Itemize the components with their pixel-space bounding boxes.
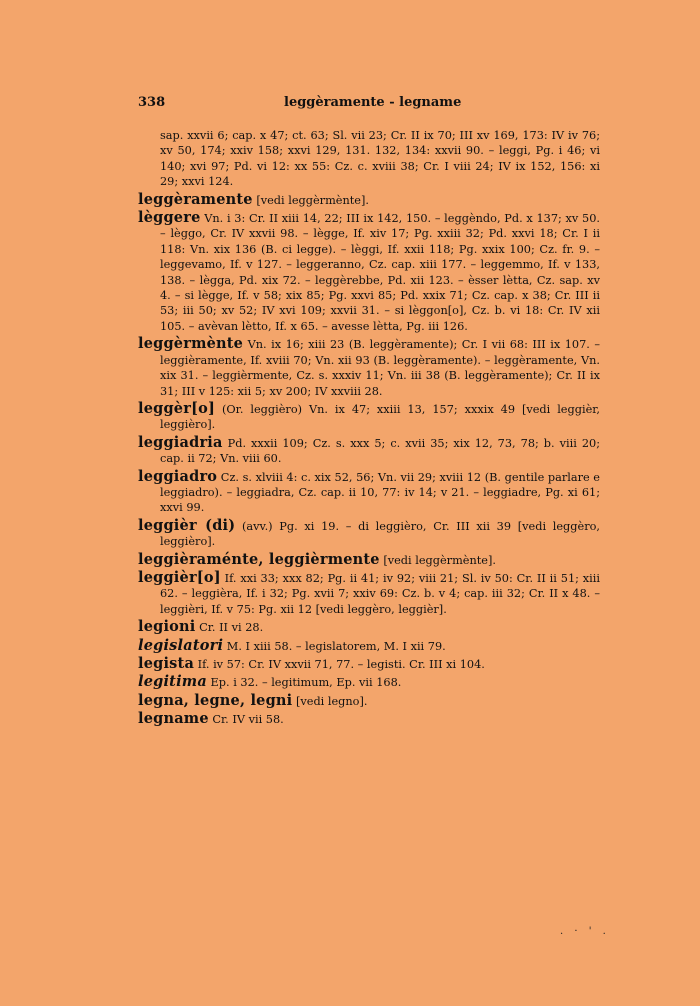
- entry-leggiadro: [138, 469, 600, 516]
- entry-leggieramente: [138, 552, 600, 568]
- page-header: [138, 95, 598, 111]
- entry-legista: [138, 656, 600, 672]
- entry-leggier-di: [138, 518, 600, 550]
- entry-text: sap. xxvii 6; cap. x 47; ct. 63; Sl. vii 23; Cr. II ix 70; III xv 169, 173: IV iv 76; xv 50, 174; xxiv 158; xxvi 129, 131. 132, 134: xxvii 90. – leggi, Pg. i 46; vi 140; xvi 97; Pd. vi 12: xx 55: Cz. c. xviii 38; Cr. I viii 24; IV ix 152, 156: xi 29; xxvi 124.: [160, 129, 600, 189]
- entry-continuation: [138, 128, 600, 190]
- entry-headword: leggièraménte, leggièrmente: [138, 550, 380, 568]
- entry-headword: leggiadria: [138, 433, 223, 451]
- entry-text: Vn. ix 16; xiii 23 (B. leggèramente); Cr. I vii 68: III ix 107. – leggièramente, If. xviii 70; Vn. xii 93 (B. leggèramente). – leggèramente, Vn. xix 31. – leggièrmente, Cz. s. xxxiv 11; Vn. iii 38 (B. leggèramente); Cr. II ix 31; III v 125: xii 5; xv 200; IV xxviii 28.: [160, 338, 600, 398]
- running-title: leggèramente - legname: [284, 95, 462, 110]
- entry-leggere: [138, 210, 600, 334]
- page-number: 338: [138, 95, 166, 110]
- print-speckles: . · ' .: [560, 926, 610, 937]
- entry-text: (Or. leggièro) Vn. ix 47; xxiii 13, 157; xxxix 49 [vedi leggièr, leggièro].: [160, 402, 601, 432]
- entry-leggeramente: [138, 192, 600, 208]
- entry-text: Cz. s. xlviii 4: c. xix 52, 56; Vn. vii 29; xviii 12 (B. gentile parlare e leggiadro). – leggiadra, Cz. cap. ii 10, 77: iv 14; v 21. – leggiadre, Pg. xi 61; xxvi 99.: [160, 470, 600, 515]
- entry-text: [vedi leggèrmènte].: [383, 553, 496, 567]
- entry-leggiadria: [138, 435, 600, 467]
- entry-text: M. I xiii 58. – legislatorem, M. I xii 79.: [226, 639, 446, 653]
- entry-headword: legista: [138, 655, 195, 672]
- entry-text: (avv.) Pg. xi 19. – di leggièro, Cr. III xii 39 [vedi leggèro, leggièro].: [160, 519, 601, 549]
- entry-text: Cr. II vi 28.: [199, 621, 264, 635]
- entry-headword: leggèramente: [138, 190, 253, 208]
- entry-text: [vedi leggèrmènte].: [256, 193, 369, 207]
- entry-headword: leggièr[o]: [138, 568, 221, 586]
- entry-legioni: [138, 619, 600, 635]
- entry-headword: leggiadro: [138, 467, 218, 485]
- entry-headword: legname: [138, 710, 209, 728]
- entry-leggiero: [138, 570, 600, 617]
- entry-text: If. iv 57: Cr. IV xxvii 71, 77. – legisti. Cr. III xi 104.: [197, 658, 485, 671]
- entry-legitima: [138, 674, 600, 690]
- dictionary-entries: [138, 128, 600, 730]
- entry-headword: leggèrmènte: [138, 335, 244, 353]
- entry-text: If. xxi 33; xxx 82; Pg. ii 41; iv 92; viii 21; Sl. iv 50: Cr. II ii 51; xiii 62. – leggièra, If. i 32; Pg. xvii 7; xxiv 69: Cz. b. v 4; cap. iii 32; Cr. II x 48. – leggièri, If. v 75: Pg. xii 12 [vedi leggèro, leggièr].: [160, 571, 600, 616]
- entry-legname: [138, 711, 600, 727]
- entry-text: Vn. i 3: Cr. II xiii 14, 22; III ix 142, 150. – leggèndo, Pd. x 137; xv 50. – lèggo, Cr. IV xxvii 98. – lègge, If. xiv 17; Pg. xxiii 32; Pd. xxvi 18; Cr. I ii 118: Vn. xix 136 (B. ci legge). – lèggi, If. xxii 118; Pg. xxix 100; Cz. fr. 9. – leggevamo, If. v 127. – leggeranno, Cz. cap. xiii 177. – leggemmo, If. v 133, 138. – lègga, Pd. xix 72. – leggèrebbe, Pd. xii 123. – èsser lètta, Cz. sap. xv 4. – si lègge, If. v 58; xix 85; Pg. xxvi 85; Pd. xxix 71; Cz. cap. x 38; Cr. III ii 53; iii 50; xv 52; IV xvi 109; xxvii 31. – si lèggon[o], Cz. b. vi 18: Cr. IV xii 105. – avèvan lètto, If. x 65. – avesse lètta, Pg. iii 126.: [160, 212, 600, 333]
- entry-headword: leggèr[o]: [138, 399, 216, 417]
- entry-headword: legitima: [138, 673, 207, 691]
- entry-text: Pd. xxxii 109; Cz. s. xxx 5; c. xvii 35; xix 12, 73, 78; b. viii 20; cap. ii 72; Vn. viii 60.: [160, 436, 601, 466]
- entry-leggero: [138, 401, 600, 433]
- entry-headword: legislatori: [138, 636, 224, 654]
- entry-legislatori: [138, 638, 600, 654]
- entry-text: Cr. IV vii 58.: [212, 713, 284, 727]
- entry-headword: legioni: [138, 618, 196, 636]
- entry-text: [vedi legno].: [295, 694, 368, 708]
- entry-headword: leggièr (di): [138, 516, 236, 534]
- entry-headword: lèggere: [138, 209, 201, 227]
- entry-leggermente: [138, 336, 600, 399]
- entry-headword: legna, legne, legni: [138, 691, 293, 709]
- entry-legna: [138, 693, 600, 709]
- entry-text: Ep. i 32. – legitimum, Ep. vii 168.: [210, 676, 402, 690]
